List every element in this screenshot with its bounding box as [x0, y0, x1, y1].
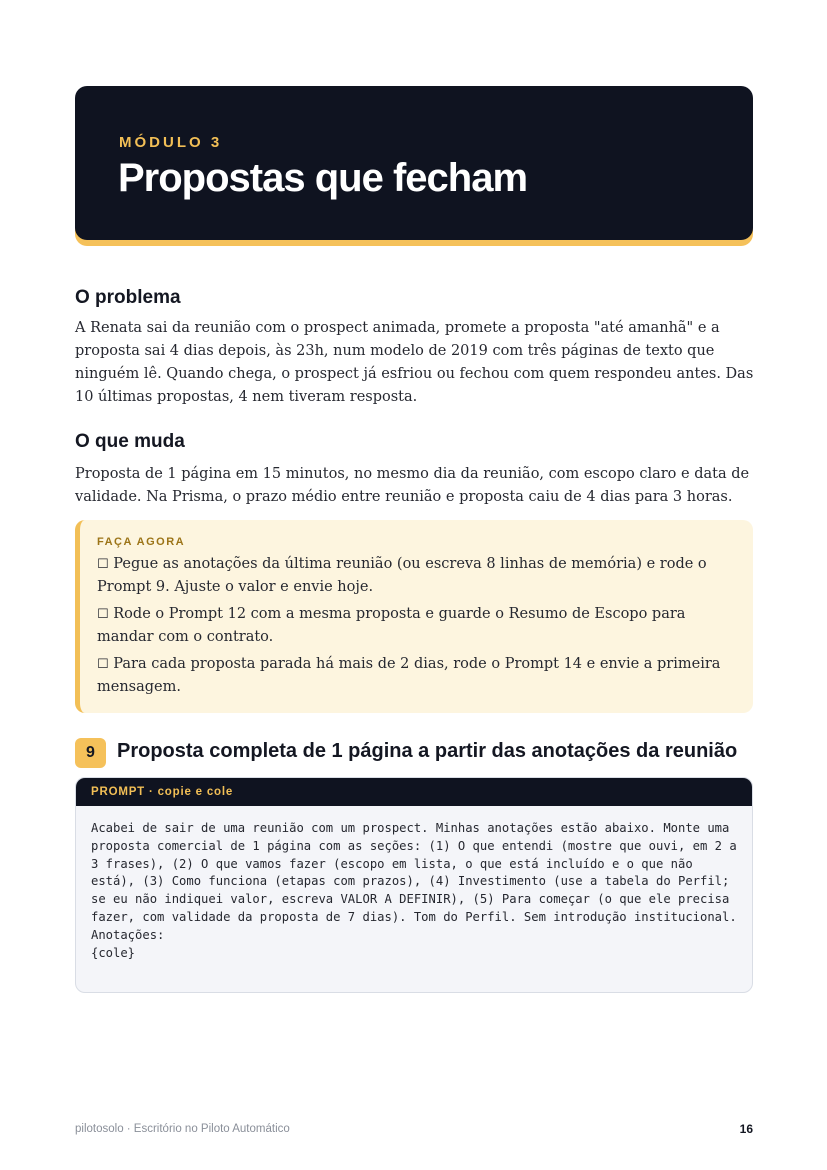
- callout-item: [97, 553, 742, 599]
- callout-item-text: Para cada proposta parada há mais de 2 dias, rode o Prompt 14 e envie a primeira mensagem.: [97, 656, 721, 695]
- problem-text: A Renata sai da reunião com o prospect animada, promete a proposta "até amanhã" e a proposta sai 4 dias depois, às 23h, num modelo de 2019 com três páginas de texto que ninguém lê. Quando chega, o prospect já esfriou ou fechou com quem respondeu antes. Das 10 últimas propostas, 4 nem tiveram resposta.: [75, 320, 754, 405]
- prompt-header-label: PROMPT · copie e cole: [76, 778, 752, 806]
- change-heading: O que muda: [75, 431, 185, 452]
- prompt-text[interactable]: Acabei de sair de uma reunião com um prospect. Minhas anotações estão abaixo. Monte uma proposta comercial de 1 página com as seções: (1) O que entendi (mostre que ouvi, em 2 a 3 frases), (2) O que vamos fazer (escopo em lista, o que está incluído e o que não está), (3) Como funciona (etapas com prazos), (4) Investimento (use a tabela do Perfil; se eu não indiquei valor, escreva VALOR A DEFINIR), (5) Para começar (o que ele precisa fazer, com validade da proposta de 7 dias). Tom do Perfil. Sem introdução institucional. Anotações: {cole}: [91, 821, 737, 960]
- callout-item: [97, 653, 742, 699]
- footer-brand: pilotosolo · Escritório no Piloto Automático: [75, 1123, 290, 1135]
- callout-label: FAÇA AGORA: [97, 536, 186, 548]
- module-banner: [75, 86, 753, 240]
- prompt-title: Proposta completa de 1 página a partir das anotações da reunião: [117, 740, 738, 762]
- page-number: 16: [739, 1122, 753, 1136]
- checkbox-icon[interactable]: ☐: [97, 607, 109, 622]
- prompt-number-badge: 9: [75, 738, 106, 768]
- prompt-box: [75, 777, 753, 993]
- problem-heading: O problema: [75, 287, 181, 308]
- callout-item-text: Pegue as anotações da última reunião (ou escreva 8 linhas de memória) e rode o Prompt 9. Ajuste o valor e envie hoje.: [97, 556, 707, 595]
- checkbox-icon[interactable]: ☐: [97, 657, 109, 672]
- action-callout: [75, 520, 753, 713]
- change-text: Proposta de 1 página em 15 minutos, no mesmo dia da reunião, com escopo claro e data de validade. Na Prisma, o prazo médio entre reunião e proposta caiu de 4 dias para 3 horas.: [75, 466, 750, 505]
- checkbox-icon[interactable]: ☐: [97, 557, 109, 572]
- module-kicker: MÓDULO 3: [119, 134, 223, 151]
- callout-item: [97, 603, 742, 649]
- callout-item-text: Rode o Prompt 12 com a mesma proposta e guarde o Resumo de Escopo para mandar com o contrato.: [97, 606, 686, 645]
- module-title: Propostas que fecham: [118, 156, 528, 200]
